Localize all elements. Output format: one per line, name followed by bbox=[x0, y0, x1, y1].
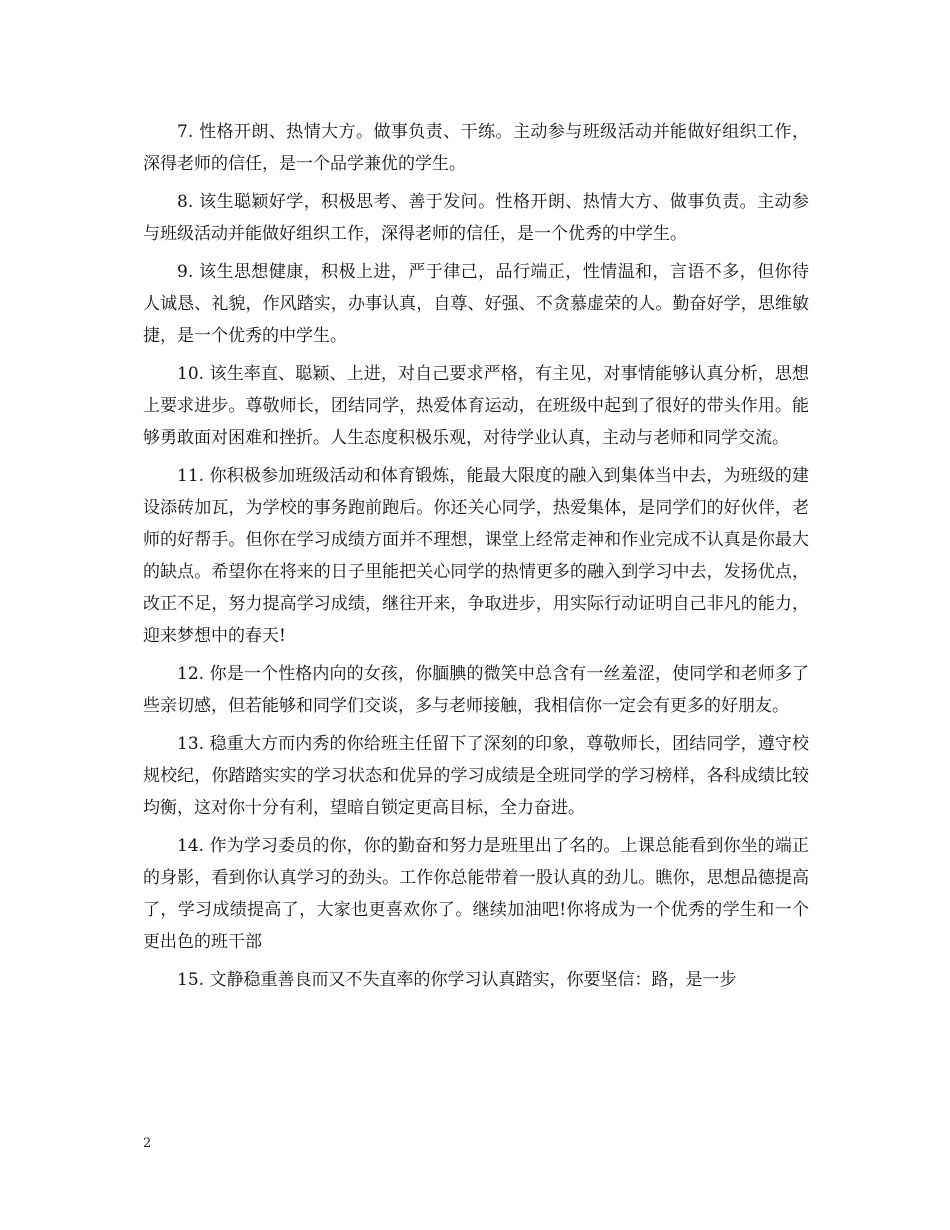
paragraph-7: 7. 性格开朗、热情大方。做事负责、干练。主动参与班级活动并能做好组织工作，深得老师的信任，是一个品学兼优的学生。 bbox=[143, 122, 809, 174]
paragraph-13: 13. 稳重大方而内秀的你给班主任留下了深刻的印象，尊敬师长，团结同学，遵守校规校纪，你踏踏实实的学习状态和优异的学习成绩是全班同学的学习榜样，各科成绩比较均衡，这对你十分有利，望暗自锁定更高目标，全力奋进。 bbox=[143, 734, 809, 818]
paragraph-9: 9. 该生思想健康，积极上进，严于律己，品行端正，性情温和，言语不多，但你待人诚恳、礼貌，作风踏实，办事认真，自尊、好强、不贪慕虚荣的人。勤奋好学，思维敏捷，是一个优秀的中学生。 bbox=[143, 262, 809, 346]
paragraph-15: 15. 文静稳重善良而又不失直率的你学习认真踏实，你要坚信：路，是一步 bbox=[177, 970, 737, 990]
page-number: 2 bbox=[143, 1136, 152, 1151]
paragraph-8: 8. 该生聪颖好学，积极思考、善于发问。性格开朗、热情大方、做事负责。主动参与班级活动并能做好组织工作，深得老师的信任，是一个优秀的中学生。 bbox=[143, 192, 809, 244]
document-body bbox=[143, 116, 809, 996]
paragraph-10: 10. 该生率直、聪颖、上进，对自己要求严格，有主见，对事情能够认真分析，思想上要求进步。尊敬师长，团结同学，热爱体育运动，在班级中起到了很好的带头作用。能够勇敢面对困难和挫折。人生态度积极乐观，对待学业认真，主动与老师和同学交流。 bbox=[143, 364, 809, 448]
paragraph-11: 11. 你积极参加班级活动和体育锻炼，能最大限度的融入到集体当中去，为班级的建设添砖加瓦，为学校的事务跑前跑后。你还关心同学，热爱集体，是同学们的好伙伴，老师的好帮手。但你在学习成绩方面并不理想，课堂上经常走神和作业完成不认真是你最大的缺点。希望你在将来的日子里能把关心同学的热情更多的融入到学习中去，发扬优点，改正不足，努力提高学习成绩，继往开来，争取进步，用实际行动证明自己非凡的能力，迎来梦想中的春天! bbox=[143, 466, 809, 646]
paragraph-12: 12. 你是一个性格内向的女孩，你腼腆的微笑中总含有一丝羞涩，使同学和老师多了些亲切感，但若能够和同学们交谈，多与老师接触，我相信你一定会有更多的好朋友。 bbox=[143, 664, 809, 716]
paragraph-14: 14. 作为学习委员的你，你的勤奋和努力是班里出了名的。上课总能看到你坐的端正的身影，看到你认真学习的劲头。工作你总能带着一股认真的劲儿。瞧你，思想品德提高了，学习成绩提高了，大家也更喜欢你了。继续加油吧!你将成为一个优秀的学生和一个更出色的班干部 bbox=[143, 836, 809, 952]
